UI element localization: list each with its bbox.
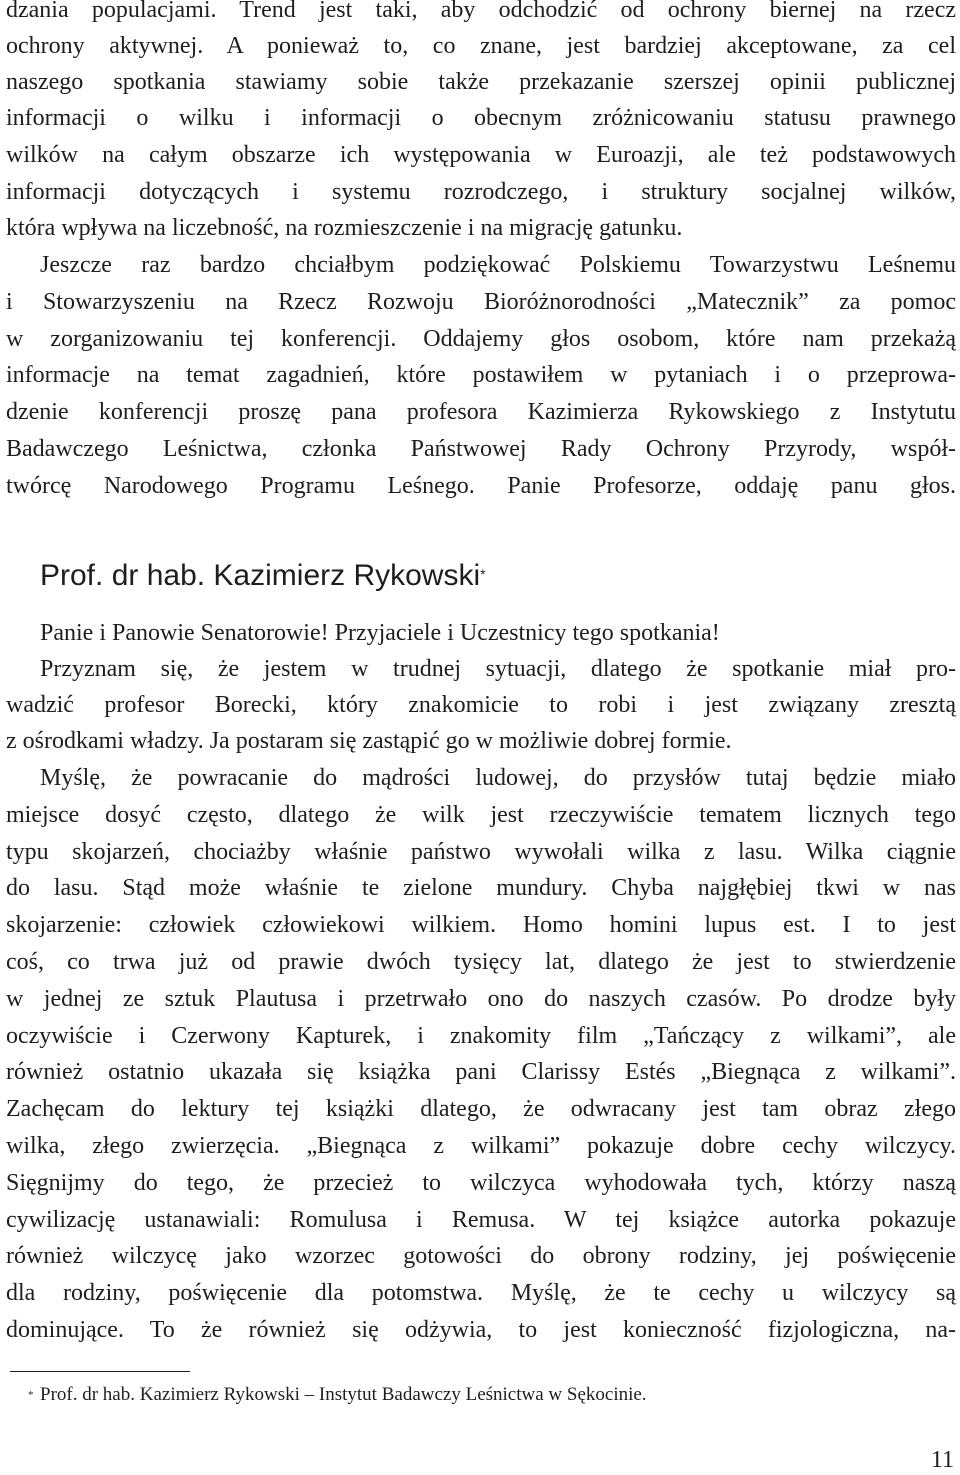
text-line: Myślę, że powracanie do mądrości ludowej, do przysłów tutaj będzie miało bbox=[40, 765, 956, 791]
text-line: Zachęcam do lektury tej książki dlatego, że odwracany jest tam obraz złego bbox=[6, 1096, 956, 1122]
text-line: Badawczego Leśnictwa, członka Państwowej Rady Ochrony Przyrody, współ- bbox=[6, 436, 956, 462]
text-line: dzania populacjami. Trend jest taki, aby odchodzić od ochrony biernej na rzecz bbox=[6, 0, 956, 23]
text-line: dominujące. To że również się odżywia, to jest konieczność fizjologiczna, na- bbox=[6, 1317, 956, 1343]
speaker-name: Prof. dr hab. Kazimierz Rykowski bbox=[40, 559, 481, 592]
text-line: coś, co trwa już od prawie dwóch tysięcy lat, dlatego że jest to stwierdzenie bbox=[6, 949, 956, 975]
text-line: dla rodziny, poświęcenie dla potomstwa. Myślę, że te cechy u wilczycy są bbox=[6, 1280, 956, 1306]
text-line: informacji dotyczących i systemu rozrodczego, i struktury socjalnej wilków, bbox=[6, 179, 956, 205]
text-line: z ośrodkami władzy. Ja postaram się zastąpić go w możliwie dobrej formie. bbox=[6, 728, 732, 754]
text-line: miejsce dosyć często, dlatego że wilk jest rzeczywiście tematem licznych tego bbox=[6, 802, 956, 828]
text-line: naszego spotkania stawiamy sobie także przekazanie szerszej opinii publicznej bbox=[6, 69, 956, 95]
text-line: i Stowarzyszeniu na Rzecz Rozwoju Bioróżnorodności „Matecznik” za pomoc bbox=[6, 289, 956, 315]
text-line: do lasu. Stąd może właśnie te zielone mundury. Chyba najgłębiej tkwi w nas bbox=[6, 875, 956, 901]
text-line: również wilczycę jako wzorzec gotowości do obrony rodziny, jej poświęcenie bbox=[6, 1243, 956, 1269]
text-line: typu skojarzeń, chociażby właśnie państwo wywołali wilka z lasu. Wilka ciągnie bbox=[6, 839, 956, 865]
text-line: wadzić profesor Borecki, który znakomicie to robi i jest związany zresztą bbox=[6, 692, 956, 718]
speaker-heading bbox=[40, 556, 486, 596]
footnote bbox=[28, 1380, 647, 1410]
text-line: Przyznam się, że jestem w trudnej sytuacji, dlatego że spotkanie miał pro- bbox=[40, 656, 956, 682]
text-line: również ostatnio ukazała się książka pani Clarissy Estés „Biegnąca z wilkami”. bbox=[6, 1059, 956, 1085]
text-line: informacji o wilku i informacji o obecnym zróżnicowaniu statusu prawnego bbox=[6, 105, 956, 131]
text-line: wilków na całym obszarze ich występowania w Euroazji, ale też podstawowych bbox=[6, 142, 956, 168]
text-line: wilka, złego zwierzęcia. „Biegnąca z wilkami” pokazuje dobre cechy wilczycy. bbox=[6, 1133, 956, 1159]
text-line: dzenie konferencji proszę pana profesora Kazimierza Rykowskiego z Instytutu bbox=[6, 399, 956, 425]
text-line: oczywiście i Czerwony Kapturek, i znakomity film „Tańczący z wilkami”, ale bbox=[6, 1023, 956, 1049]
footnote-divider bbox=[10, 1371, 190, 1372]
text-line: która wpływa na liczebność, na rozmieszczenie i na migrację gatunku. bbox=[6, 215, 683, 241]
greeting-line: Panie i Panowie Senatorowie! Przyjaciele i Uczestnicy tego spotkania! bbox=[40, 620, 720, 646]
footnote-text: Prof. dr hab. Kazimierz Rykowski – Instytut Badawczy Leśnictwa w Sękocinie. bbox=[40, 1384, 647, 1405]
text-line: w zorganizowaniu tej konferencji. Oddajemy głos osobom, które nam przekażą bbox=[6, 326, 956, 352]
text-line: ochrony aktywnej. A ponieważ to, co znane, jest bardziej akceptowane, za cel bbox=[6, 33, 956, 59]
text-line: Sięgnijmy do tego, że przecież to wilczyca wyhodowała tych, którzy naszą bbox=[6, 1170, 956, 1196]
page-number: 11 bbox=[930, 1447, 954, 1473]
footnote-marker: * bbox=[28, 1389, 34, 1401]
text-line: w jednej ze sztuk Plautusa i przetrwało ono do naszych czasów. Po drodze były bbox=[6, 986, 956, 1012]
text-line: cywilizację ustanawiali: Romulusa i Remusa. W tej książce autorka pokazuje bbox=[6, 1207, 956, 1233]
text-line: Jeszcze raz bardzo chciałbym podziękować Polskiemu Towarzystwu Leśnemu bbox=[40, 252, 956, 278]
text-line: informacje na temat zagadnień, które postawiłem w pytaniach i o przeprowa- bbox=[6, 362, 956, 388]
text-line: skojarzenie: człowiek człowiekowi wilkiem. Homo homini lupus est. I to jest bbox=[6, 912, 956, 938]
footnote-marker: * bbox=[480, 566, 486, 582]
text-line: twórcę Narodowego Programu Leśnego. Panie Profesorze, oddaję panu głos. bbox=[6, 473, 956, 499]
